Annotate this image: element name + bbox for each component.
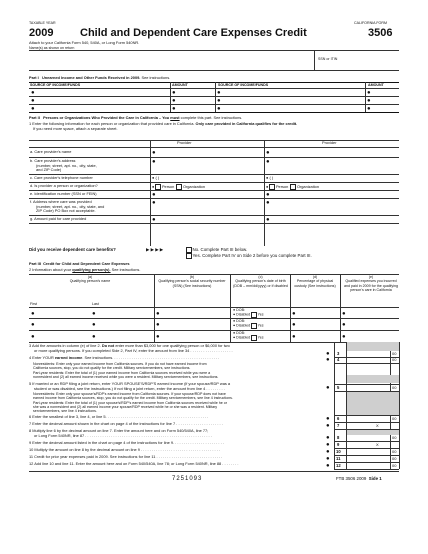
col-d-header: (d) Percentage of physical custody (See instructions) (294, 275, 336, 288)
line12-cents: 00 (392, 463, 397, 468)
line1-text: 1 Enter the following information for each person or organization that provided care in California. Only care provided in California qualifies for the credit. (29, 121, 298, 126)
part1-col-amount: AMOUNT (172, 83, 188, 87)
row-g-label: g. Amount paid for care provided (30, 216, 87, 221)
organization-checkbox[interactable] (176, 184, 182, 190)
row1-dob[interactable]: ● DOB: ● Disabled Yes (233, 308, 264, 317)
provider2-phone[interactable]: ● ( ) (266, 175, 274, 180)
col-c-header: (c) Qualifying person's date of birth (DOB – mm/dd/yyyy) or if disabled (233, 275, 288, 288)
part3-heading: Part III Credit for Child and Dependent Care Expenses (29, 261, 130, 266)
line5-text: 5 If married or an RDP filing a joint return, enter YOUR SPOUSE'S/RDP'S earned income (if your spouse/RDP was a student or was disabled, see the instructions.) If not filing a joint return, enter the amount from line 4 . . . . . . . . . (29, 381, 231, 391)
row-a-label: a. Care provider's name (30, 149, 72, 154)
line5-amount-field[interactable] (347, 385, 389, 391)
california-form-label: CALIFORNIA FORM (354, 21, 387, 25)
part1-source-fields[interactable] (36, 89, 166, 111)
part1-col-source: SOURCE OF INCOME/FUNDS (30, 83, 81, 87)
provider1-type[interactable]: ● Person Organization (152, 183, 205, 189)
row-d-label: d. Is provider a person or organization? (30, 183, 98, 188)
row-c-label: c. Care provider's telephone number (30, 175, 93, 180)
line11-cents: 00 (392, 456, 397, 461)
line12-text: 12 Add line 10 and line 11. Enter the amount here and on Form 540/540A, line 78; or Long Form 540NR, line 88 . . . . . . . . (29, 461, 239, 466)
person-checkbox[interactable] (269, 184, 275, 190)
part1-col-source2: SOURCE OF INCOME/FUNDS (218, 83, 269, 87)
line5-cents: 00 (392, 385, 397, 390)
benefits-no-checkbox[interactable] (186, 247, 192, 253)
col-first: First (30, 302, 37, 306)
row-f-label: f. Address where care was provided (number, street, apt. no., city, state, and ZIP Code) PO Box not acceptable. (30, 199, 105, 214)
line2-text: 2 Information about your qualifying person(s). See instructions. (29, 267, 141, 272)
benefits-yes-checkbox[interactable] (186, 253, 192, 259)
line4-text: 4 Enter YOUR earned income. See instructions. . . . . . . . . . . . . . . . . . . . . . . . . . . . . . . . . . . . . . . . . . . . . . . . . . (29, 355, 220, 360)
form-number: 3506 (368, 27, 393, 39)
part1-source2-fields[interactable] (222, 89, 362, 111)
line10-cents: 00 (392, 449, 397, 454)
line7-x: X (376, 423, 379, 428)
line11-amount-field[interactable] (347, 456, 389, 462)
names-field[interactable] (30, 51, 312, 63)
benefits-yes[interactable]: Yes. Complete Part IV on Side 2 before you complete Part III. (186, 253, 312, 259)
line4-nonresidents: Nonresidents: Enter only your earned income from California sources. If you do not have earned income from California sources, stop, you do not qualify for the credit. Military servicemembers, see instructions. Part-year residents: Enter the total of (1) your earned income from California sources received while you were a nonresident and (2) all earned income received while you were a resident. Military servicemembers, see instructions. (33, 362, 219, 379)
line9-text: 9 Enter the decimal amount listed in the chart on page 4 of the instructions for line 9. . . . . . . . . . . . . . . . . . . . . . . . (29, 440, 224, 445)
row-e-label: e. Identification number (SSN or FEIN) (30, 191, 97, 196)
attach-instruction: Attach to your California Form 540, 540A, or Long Form 540NR. (29, 40, 140, 45)
line8-amount-field[interactable] (347, 435, 389, 441)
row3-dob[interactable]: ● DOB: ● Disabled Yes (233, 331, 264, 340)
ssn-label: SSN or ITIN (318, 57, 338, 61)
row-b-label: b. Care provider's address (number, street, apt. no., city, state, and ZIP Code) (30, 158, 97, 173)
taxable-year-label: TAXABLE YEAR (29, 21, 56, 25)
line11-text: 11 Credit for prior year expenses paid in 2009. See instructions for line 11 . . . . . . . . . . . . . . . . . . . . . . . . . . . . . . . (29, 454, 223, 459)
line12-amount-field[interactable] (347, 463, 389, 469)
line3-cents: 00 (392, 351, 397, 356)
col-a-header: (a) Qualifying person's name (69, 275, 111, 284)
organization-checkbox[interactable] (290, 184, 296, 190)
provider1-phone[interactable]: ● ( ) (152, 175, 160, 180)
benefits-question: Did you receive dependent care benefits? (29, 247, 116, 252)
row2-dob[interactable]: ● DOB: ● Disabled Yes (233, 319, 264, 328)
part1-col-amount2: AMOUNT (368, 83, 384, 87)
col-b-header: (b) Qualifying person's social security number (SSN) (See instructions) (158, 275, 226, 288)
line8-cents: 00 (392, 435, 397, 440)
benefits-no[interactable]: No. Complete Part III below. (186, 247, 247, 253)
line5-nonresidents: Nonresidents: Enter only your spouse's/RDP's earned income from California sources. If your spouse/RDP does not have earned income from California sources, stop, you do not qualify for the credit. Military servicemembers, see line 4 instructions. Part-year residents: Enter the total of (1) your spouse's/RDP's earned income from California sources received while he or she was a nonresident and (2) all earned income your spouse/RDP received while he or she was a resident. Military servicemembers, see line 4 instructions. (33, 392, 233, 414)
benefits-arrows: ▶ ▶ ▶ ▶ (146, 247, 164, 252)
line4-amount-field[interactable] (347, 357, 389, 363)
provider-2-header: Provider (322, 140, 337, 145)
line4-cents: 00 (392, 357, 397, 362)
line1-more-space: If you need more space, attach a separate sheet. (33, 126, 118, 131)
col-last: Last (92, 302, 99, 306)
form-title: Child and Dependent Care Expenses Credit (80, 27, 307, 39)
form-year: 2009 (29, 27, 54, 39)
line7-text: 7 Enter the decimal amount shown in the chart on page 4 of the instructions for line 7 . . . . . . . . . . . . . . . . . . . . . . (29, 421, 223, 426)
form-code: 7251093 (172, 476, 203, 482)
person-checkbox[interactable] (155, 184, 161, 190)
provider2-type[interactable]: ● Person Organization (266, 183, 319, 189)
line6-amount-field[interactable] (347, 416, 389, 422)
ssn-field[interactable] (318, 62, 398, 70)
line8-text: 8 Multiply line 6 by the decimal amount on line 7. Enter the amount here and on Form 540/540A, line 77; or Long Form 540NR, line 87 . . . . . . . . . . . . . . . . . . . . . . . . . . . . . . . . . . . . . . . . . . . . . . . . . . . . . . . . . . . (29, 428, 212, 438)
line3-text: 3 Add the amounts in column (e) of line 2. Do not enter more than $3,000 for one qualifying person or $6,000 for two or more qualifying persons. If you completed Side 2, Part IV, enter the amount from line 34 . . . . . . . . . . . . . . . . . . . . (29, 343, 233, 353)
line10-text: 10 Multiply the amount on line 8 by the decimal amount on line 9 . . . . . . . . . . . . . . . . . . . . . . . . . . . . . . . . . . . . . (29, 447, 220, 452)
provider-1-header: Provider (177, 140, 192, 145)
line6-cents: 00 (392, 416, 397, 421)
line6-text: 6 Enter the smallest of line 3, line 4, or line 5. . . . . . . . . . . . . . . . . . . . . . . . . . . . . . . . . . . . . . . . . . . . . . . . (29, 414, 209, 419)
part2-heading: Part II Persons or Organizations Who Provided the Care in California – You must complete this part. See instructions. (29, 115, 243, 120)
footer-form-ref: FTB 3506 2009 Side 1 (336, 476, 382, 481)
names-label: Name(s) as shown on return (29, 46, 75, 50)
part1-heading: Part I Unearned Income and Other Funds Received in 2009. See instructions. (29, 75, 171, 80)
line10-amount-field[interactable] (347, 449, 389, 455)
line9-x: X (376, 442, 379, 447)
col-e-header: (e) Qualified expenses you incurred and paid in 2009 for the qualifying person's care in California (344, 275, 398, 292)
